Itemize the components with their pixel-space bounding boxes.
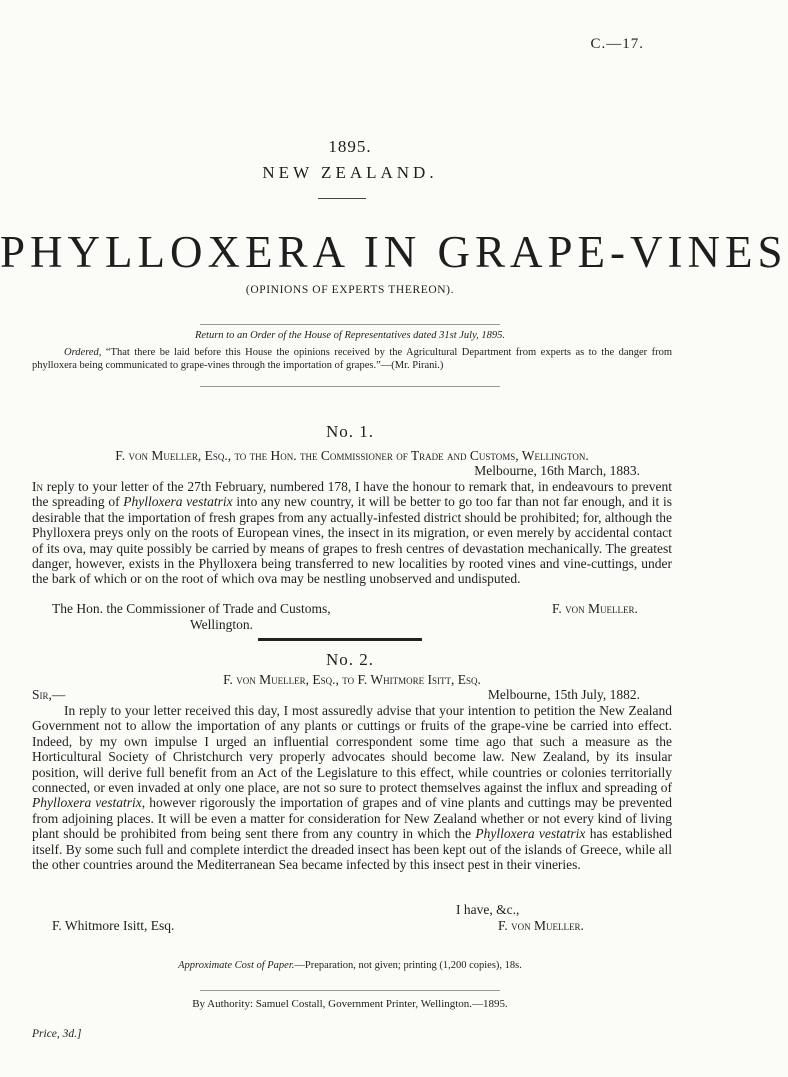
letter-2-place-date: Melbourne, 15th July, 1882. [487,687,640,702]
letter-2-addressee: F. Whitmore Isitt, Esq. [52,918,175,933]
letter-1-place-date: Melbourne, 16th March, 1883. [474,463,640,478]
document-year: 1895. [328,137,372,156]
cost-text: —Preparation, not given; printing (1,200 copies), 18s. [294,960,522,971]
document-subtitle: (OPINIONS OF EXPERTS THEREON). [245,284,455,296]
ordered-label: Ordered, [64,347,102,358]
order-bottom-divider [200,386,500,387]
title-divider [318,198,366,199]
letter-1-body-a: reply to your letter of the 27th February, numbered 178, I have the honour to remark that, in endeavours to prevent the spreading of [32,479,672,510]
letter-2-number: No. 2. [325,650,375,669]
letter-2-body-c: has established itself. By some such full and complete interdict the dreaded insect has been kept out of the islands of Greece, while all the other countries around the Mediterranean Sea became infected by this insect pest in their vineries. [32,826,672,873]
letter-2-body-b: , however rigorously the importation of grapes and of vine plants and cuttings may be prevented from adjoining places. It will be even a matter for consideration for New Zealand whether or not every kind of living plant should be prohibited from being sent there from any country in which the [32,795,672,842]
letter-2-heading: F. von Mueller, Esq., to F. Whitmore Isitt, Esq. [223,672,481,687]
letter-1-body [32,479,672,587]
letter-1-body-italic: Phylloxera vestatrix [123,494,233,510]
country-heading: NEW ZEALAND. [262,163,438,182]
printer-authority: By Authority: Samuel Costall, Government Printer, Wellington.—1895. [192,998,508,1010]
order-paragraph [32,346,672,372]
letter-2-body [32,703,672,872]
letter-1-heading: F. von Mueller, Esq., to the Hon. the Commissioner of Trade and Customs, Wellington. [115,448,589,463]
cost-of-paper [0,960,700,971]
letter-2-body-a: In reply to your letter received this day, I most assuredly advise that your intention to petition the New Zealand Government not to allow the importation of any plants or cuttings or fruits of the grape-vine be carried into effect. Indeed, by my own impulse I urged an influential correspondent some time ago that such a measure as the Horticultural Society of Christchurch very properly advocates should become law. New Zealand, by its insular position, will derive full benefit from an Act of the Legislature to this effect, while countries or colonies territorially connected, or even invaded at only one place, are not so sure to protect themselves against the influx and spreading of [32,703,672,796]
footer-divider [200,990,500,991]
letter-2-signature: F. von Mueller. [498,918,584,933]
letter-2-salutation: Sir,— [32,687,66,702]
ordered-text: “That there be laid before this House the opinions received by the Agricultural Department from experts as to the danger from phylloxera being communicated to grape-vines through the importation of grapes.”—(Mr. Pirani.) [32,347,672,371]
price-label: Price, 3d.] [32,1028,82,1040]
page-reference: C.—17. [590,36,644,52]
letter-1-signature: F. von Mueller. [552,601,638,616]
cost-label: Approximate Cost of Paper. [178,960,295,971]
letter-1-body-start: In [32,479,43,494]
letter-1-body-b: into any new country, it will be better to go too far than not far enough, and it is desirable that the importation of fresh grapes from any actually-infested district should be prohibited; for, although the Phylloxera preys only on the roots of European vines, the insect in its migration, or even merely by accidental contact of its ova, may quite possibly be carried by means of grapes to fresh centres of devastation mechanically. The greatest danger, however, exists in the Phylloxera being transferred to new localities by rooted vines and vine-cuttings, under the bark of which or on the root of which ova may be nestling unobserved and undisputed. [32,494,672,587]
order-top-divider [200,324,500,325]
document-title: PHYLLOXERA IN GRAPE-VINES [0,227,788,277]
letter-1-number: No. 1. [325,422,375,441]
letter-2-body-italic-2: Phylloxera vestatrix [475,826,586,842]
letter-divider [258,638,422,641]
letter-1-addressee-line1: The Hon. the Commissioner of Trade and Customs, [52,601,331,616]
letter-2-closing: I have, &c., [456,902,520,917]
letter-2-body-italic-1: Phylloxera vestatrix [32,795,142,811]
return-order-line: Return to an Order of the House of Representatives dated 31st July, 1895. [194,330,506,341]
letter-1-addressee-line2: Wellington. [190,617,254,632]
